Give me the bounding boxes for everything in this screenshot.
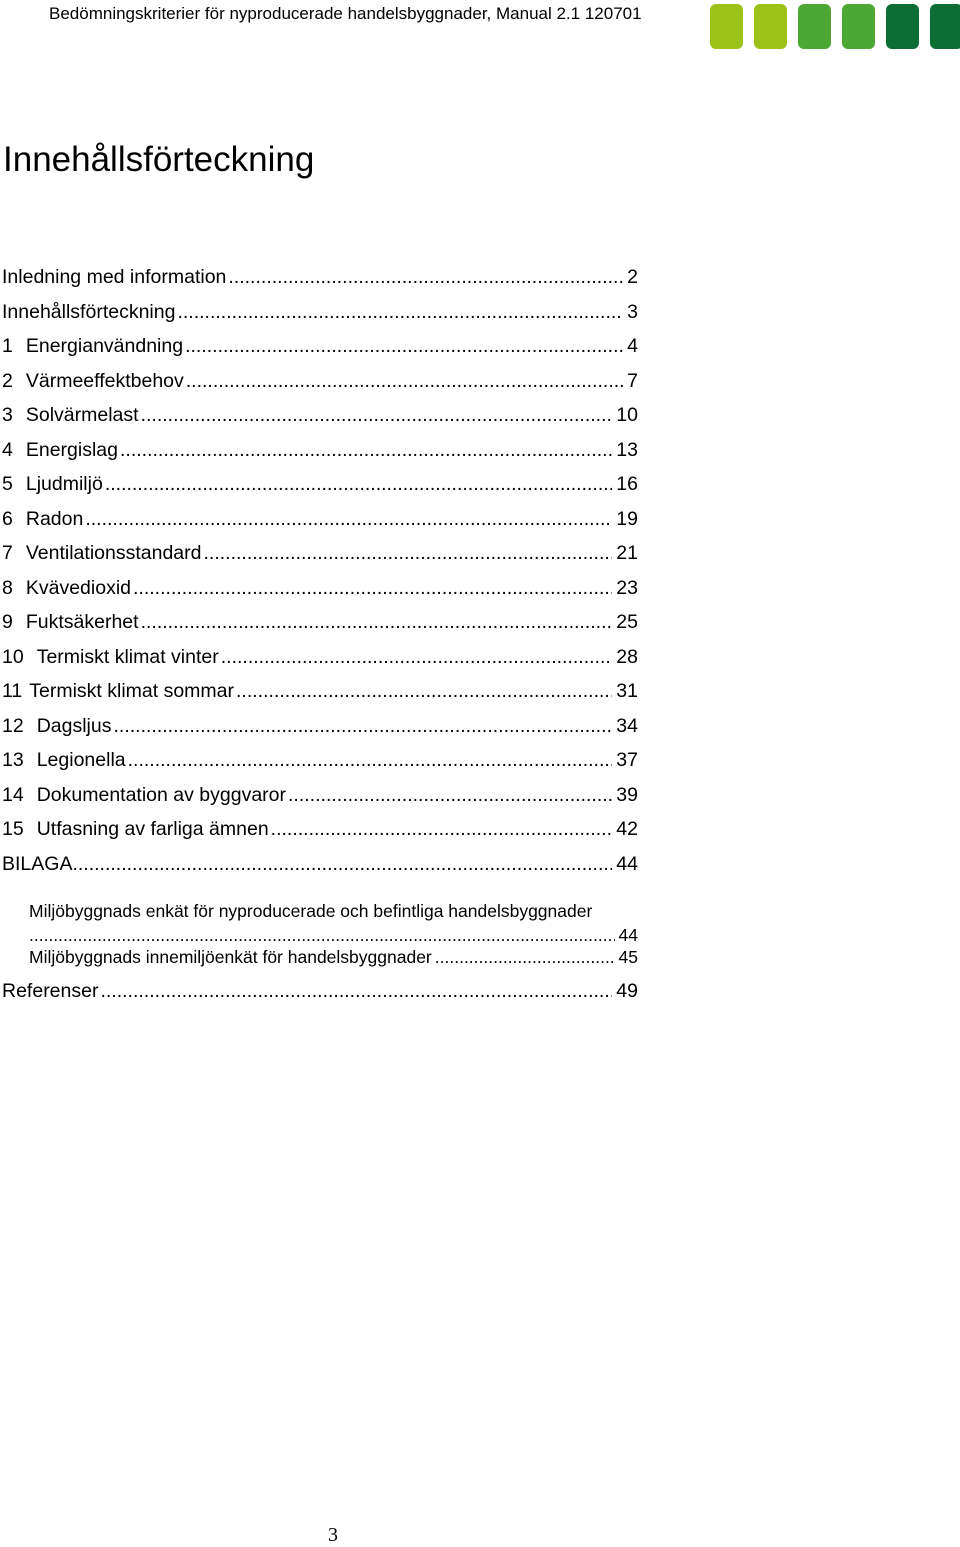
toc-entry[interactable] (2, 571, 638, 606)
toc-entry-label: Inledning med information (2, 266, 227, 288)
toc-entry[interactable] (2, 536, 638, 571)
toc-entry-label: Energianvändning (25, 335, 184, 357)
logo (710, 4, 960, 49)
toc-entry-page: 16 (616, 473, 638, 495)
toc-entry-number: 11 (2, 680, 23, 702)
toc-entry-label: Fuktsäkerhet (25, 611, 139, 633)
toc-entry-label: Referenser (2, 980, 99, 1002)
toc-entry[interactable] (2, 364, 638, 399)
toc-entry-label: Termiskt klimat sommar (29, 680, 235, 702)
toc-entry-page: 39 (616, 783, 638, 806)
toc-entry-page: 13 (616, 438, 638, 461)
toc-entry-number: 9 (2, 611, 13, 633)
toc-list (2, 260, 638, 881)
toc-subentry-label: Miljöbyggnads innemiljöenkät för handelsbyggnader (29, 947, 432, 967)
toc-entry-page: 4 (627, 335, 638, 357)
toc-entry-references[interactable] (2, 974, 638, 1009)
toc-entry-label: Utfasning av farliga ämnen (36, 818, 269, 840)
toc-entry-number: 12 (2, 714, 24, 737)
toc-entry-number: 10 (2, 645, 24, 668)
logo-block (754, 4, 787, 49)
toc-entry[interactable] (2, 467, 638, 502)
toc-entry[interactable] (2, 743, 638, 778)
toc-entry-page: 19 (616, 507, 638, 530)
toc-entry-label: Radon (25, 507, 84, 530)
toc-entry-label: Ventilationsstandard (25, 542, 202, 564)
toc-entry[interactable] (2, 812, 638, 847)
logo-block (930, 4, 960, 49)
toc-entry-page: 3 (627, 300, 638, 323)
toc-entry-page: 2 (627, 266, 638, 288)
toc-entry-label: Dagsljus (36, 714, 112, 737)
toc-entry[interactable] (2, 502, 638, 537)
logo-block (710, 4, 743, 49)
toc-entry-page: 7 (627, 369, 638, 392)
toc-entry[interactable] (2, 640, 638, 675)
toc-entry-page: 28 (616, 645, 638, 668)
toc-entry-number: 4 (2, 438, 13, 461)
toc-entry-label: Termiskt klimat vinter (36, 645, 219, 668)
toc-entry-label: Innehållsförteckning (2, 300, 176, 323)
toc-entry-number: 15 (2, 818, 24, 840)
toc-entry[interactable] (2, 778, 638, 813)
toc-entry[interactable] (2, 605, 638, 640)
toc-entry-label: Solvärmelast (25, 404, 139, 426)
toc-entry[interactable] (2, 260, 638, 295)
toc-entry-number: 7 (2, 542, 13, 564)
toc-entry-number: 14 (2, 783, 24, 806)
toc-entry-number: 1 (2, 335, 13, 357)
toc-entry-page: 21 (616, 542, 638, 564)
toc-entry-page: 23 (616, 576, 638, 599)
toc-entry[interactable] (2, 433, 638, 468)
toc-entry-page: 10 (616, 404, 638, 426)
toc-entry-number: 6 (2, 507, 13, 530)
logo-block (886, 4, 919, 49)
toc-entry-page: 44 (616, 852, 638, 875)
toc-entry-label: Legionella (36, 749, 126, 771)
toc-entry[interactable] (2, 847, 638, 882)
toc-entry-page: 37 (616, 749, 638, 771)
toc-entry-label: Energislag (25, 438, 118, 461)
toc-entry-number: 8 (2, 576, 13, 599)
logo-block (842, 4, 875, 49)
toc-entry-label: Värmeeffektbehov (25, 369, 184, 392)
toc-entry[interactable] (2, 709, 638, 744)
toc-entry[interactable] (2, 398, 638, 433)
toc-subentry-leader[interactable] (29, 925, 638, 946)
toc-entry-page: 25 (616, 611, 638, 633)
toc-entry-label: Ljudmiljö (25, 473, 103, 495)
toc-entry[interactable] (2, 329, 638, 364)
page-number: 3 (328, 1524, 338, 1546)
running-header: Bedömningskriterier för nyproducerade handelsbyggnader, Manual 2.1 120701 (49, 4, 642, 23)
toc-subentry-page: 45 (618, 947, 638, 967)
toc-subentry-label[interactable]: Miljöbyggnads enkät för nyproducerade och befintliga handelsbyggnader (29, 901, 593, 921)
toc-entry-page: 34 (616, 714, 638, 737)
toc-entry-page: 49 (616, 980, 638, 1002)
toc-entry-number: 13 (2, 749, 24, 771)
toc-entry-number: 3 (2, 404, 13, 426)
toc-entry-label: BILAGA (2, 852, 73, 875)
toc-entry-number: 5 (2, 473, 13, 495)
toc-entry-number: 2 (2, 369, 13, 392)
toc-subentry-page: 44 (618, 925, 638, 945)
logo-block (798, 4, 831, 49)
toc-entry-page: 42 (616, 818, 638, 840)
toc-entry-label: Kvävedioxid (25, 576, 132, 599)
toc-entry[interactable] (2, 674, 638, 709)
toc-entry-page: 31 (616, 680, 638, 702)
toc-entry[interactable] (2, 295, 638, 330)
toc-subentry[interactable] (29, 947, 638, 968)
page-title: Innehållsförteckning (3, 140, 315, 179)
toc-entry-label: Dokumentation av byggvaror (36, 783, 287, 806)
